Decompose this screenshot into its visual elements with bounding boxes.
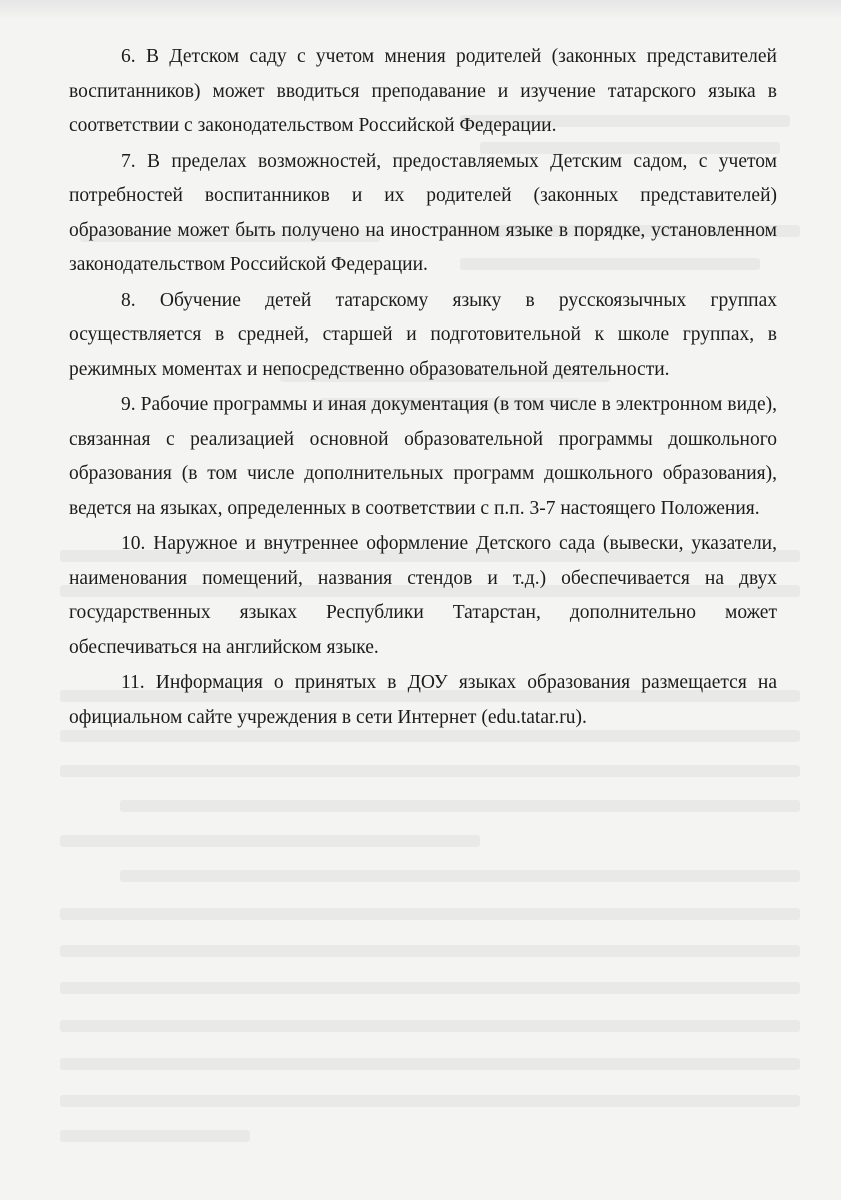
paragraph-11: 11. Информация о принятых в ДОУ языках образования размещается на официальном сайте учреждения в сети Интернет (edu.tatar.ru). bbox=[69, 672, 777, 728]
paragraph-7: 7. В пределах возможностей, предоставляемых Детским садом, с учетом потребностей воспитанников и их родителей (законных представителей) образование может быть получено на иностранном языке в порядке, установленном законодательством Российской Федерации. bbox=[69, 150, 777, 275]
paragraph-10: 10. Наружное и внутреннее оформление Детского сада (вывески, указатели, наименования помещений, названия стендов и т.д.) обеспечивается на двух государственных языках Республики Татарстан, дополнительно может обеспечиваться на английском языке. bbox=[69, 533, 777, 658]
page-top-shadow bbox=[0, 0, 841, 20]
paragraph-6: 6. В Детском саду с учетом мнения родителей (законных представителей воспитанников) может вводиться преподавание и изучение татарского языка в соответствии с законодательством Российской Федерации. bbox=[69, 46, 777, 136]
paragraph-8: 8. Обучение детей татарскому языку в русскоязычных группах осуществляется в средней, старшей и подготовительной к школе группах, в режимных моментах и непосредственно образовательной деятельности. bbox=[69, 289, 777, 380]
paragraph-9: 9. Рабочие программы и иная документация (в том числе в электронном виде), связанная с реализацией основной образовательной программы дошкольного образования (в том числе дополнительных программ дошкольного образования), ведется на языках, определенных в соответствии с п.п. 3-7 настоящего Положения. bbox=[69, 394, 777, 519]
document-body bbox=[69, 40, 777, 735]
